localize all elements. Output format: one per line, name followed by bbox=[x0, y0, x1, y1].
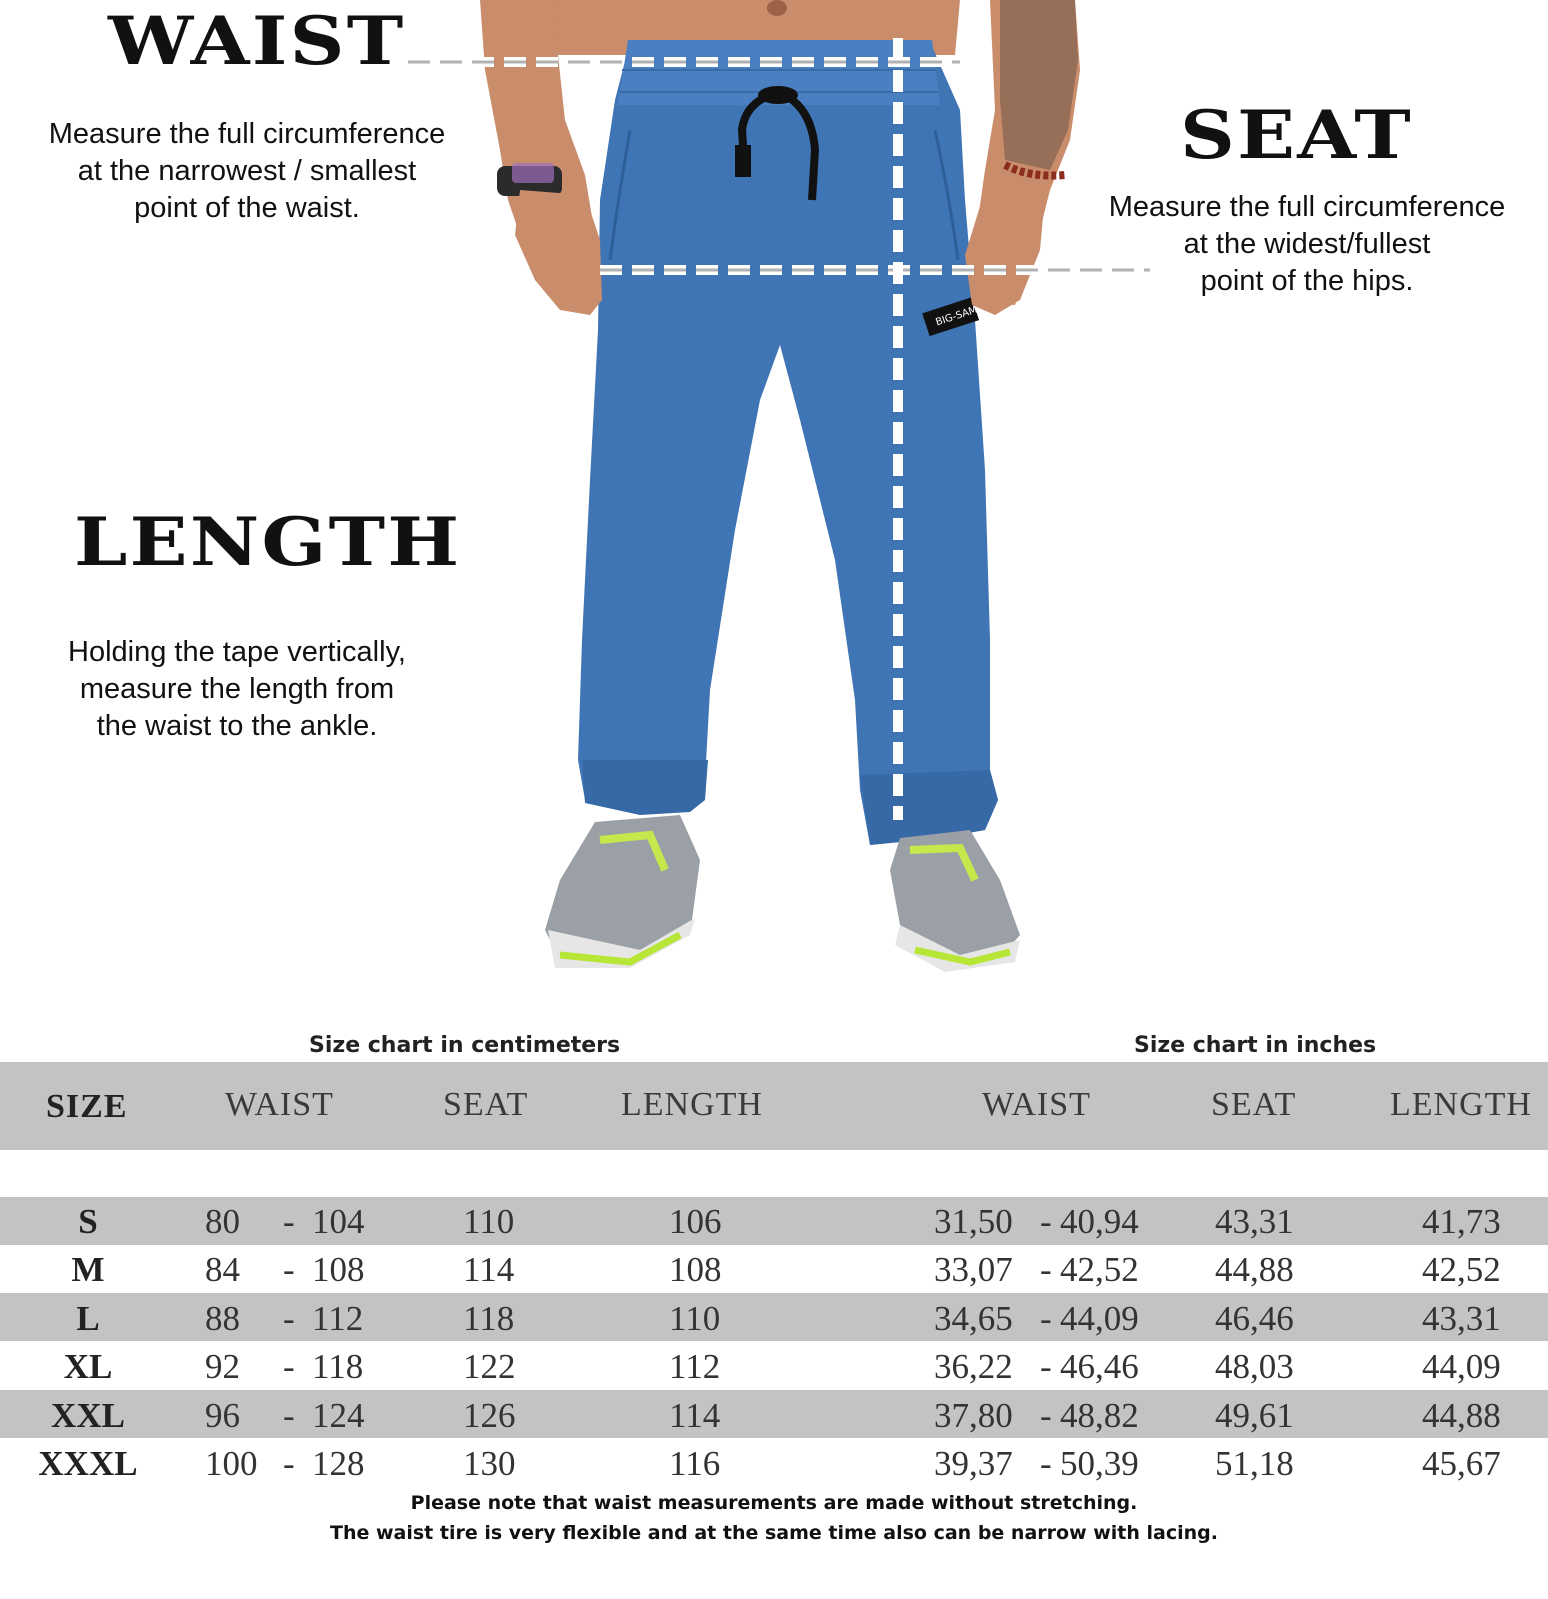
seat-desc-line: Measure the full circumference bbox=[1108, 191, 1506, 223]
cell-cm-seat: 130 bbox=[463, 1444, 516, 1483]
range-dash: - bbox=[283, 1298, 295, 1338]
cell-size: XXXL bbox=[38, 1444, 138, 1483]
cell-cm-waist-min: 92 bbox=[205, 1347, 240, 1387]
cell-cm-waist-max: 104 bbox=[312, 1202, 365, 1241]
cell-cm-seat: 122 bbox=[463, 1347, 516, 1387]
header-in-length: LENGTH bbox=[1390, 1086, 1532, 1123]
waist-heading: WAIST bbox=[108, 2, 406, 80]
range-dash: - bbox=[283, 1347, 295, 1387]
cell-cm-waist-max: 128 bbox=[312, 1444, 365, 1483]
header-in-seat: SEAT bbox=[1211, 1086, 1297, 1123]
seat-heading: SEAT bbox=[1180, 96, 1414, 174]
range-dash: - bbox=[1040, 1298, 1052, 1338]
cell-cm-seat: 126 bbox=[463, 1395, 516, 1435]
cell-cm-seat: 118 bbox=[463, 1298, 515, 1338]
range-dash: - bbox=[1040, 1395, 1052, 1435]
length-desc-line: Holding the tape vertically, bbox=[68, 636, 406, 668]
cell-in-length: 43,31 bbox=[1422, 1298, 1501, 1338]
header-cm-seat: SEAT bbox=[443, 1086, 529, 1123]
cell-size: L bbox=[76, 1298, 100, 1338]
cell-in-waist-max: 40,94 bbox=[1060, 1202, 1139, 1241]
left-hand bbox=[515, 190, 602, 315]
range-dash: - bbox=[283, 1395, 295, 1435]
cell-cm-waist-max: 124 bbox=[312, 1395, 365, 1435]
cell-cm-length: 116 bbox=[669, 1444, 721, 1483]
cell-cm-waist-max: 118 bbox=[312, 1347, 364, 1387]
cell-in-seat: 51,18 bbox=[1215, 1444, 1294, 1483]
range-dash: - bbox=[1040, 1347, 1052, 1387]
cell-cm-waist-min: 100 bbox=[205, 1444, 258, 1483]
cell-cm-length: 108 bbox=[669, 1250, 722, 1290]
right-hand bbox=[965, 190, 1045, 315]
waist-desc-line: at the narrowest / smallest bbox=[77, 155, 417, 187]
cell-cm-waist-min: 80 bbox=[205, 1202, 240, 1241]
seat-description bbox=[1068, 189, 1546, 300]
cell-cm-waist-min: 88 bbox=[205, 1298, 240, 1338]
right-cuff bbox=[860, 770, 998, 845]
cell-in-waist-min: 33,07 bbox=[934, 1250, 1013, 1290]
length-description bbox=[0, 634, 474, 745]
cell-in-waist-max: 48,82 bbox=[1060, 1395, 1139, 1435]
cell-in-length: 42,52 bbox=[1422, 1250, 1501, 1290]
cell-size: S bbox=[78, 1202, 98, 1241]
cell-in-waist-max: 46,46 bbox=[1060, 1347, 1139, 1387]
range-dash: - bbox=[1040, 1202, 1052, 1241]
cell-cm-waist-max: 108 bbox=[312, 1250, 365, 1290]
cell-cm-waist-min: 84 bbox=[205, 1250, 240, 1290]
cell-in-seat: 43,31 bbox=[1215, 1202, 1294, 1241]
cell-size: M bbox=[71, 1250, 105, 1290]
cell-cm-seat: 110 bbox=[463, 1202, 515, 1241]
range-dash: - bbox=[283, 1444, 295, 1483]
cell-in-length: 44,88 bbox=[1422, 1395, 1501, 1435]
note-line-1: Please note that waist measurements are made without stretching. bbox=[410, 1492, 1138, 1514]
cell-cm-length: 110 bbox=[669, 1298, 721, 1338]
cell-in-waist-min: 31,50 bbox=[934, 1202, 1013, 1241]
cell-in-waist-min: 36,22 bbox=[934, 1347, 1013, 1387]
cell-in-waist-min: 39,37 bbox=[934, 1444, 1013, 1483]
cell-in-waist-max: 44,09 bbox=[1060, 1298, 1139, 1338]
cell-size: XXL bbox=[51, 1395, 125, 1435]
waist-desc-line: point of the waist. bbox=[134, 192, 360, 224]
caption-centimeters: Size chart in centimeters bbox=[309, 1033, 621, 1058]
cell-in-length: 45,67 bbox=[1422, 1444, 1501, 1483]
header-in-waist: WAIST bbox=[982, 1086, 1091, 1123]
cell-cm-seat: 114 bbox=[463, 1250, 515, 1290]
caption-inches: Size chart in inches bbox=[1134, 1033, 1377, 1058]
range-dash: - bbox=[1040, 1250, 1052, 1290]
range-dash: - bbox=[283, 1202, 295, 1241]
cell-in-waist-max: 50,39 bbox=[1060, 1444, 1139, 1483]
joggers bbox=[578, 42, 998, 845]
length-desc-line: the waist to the ankle. bbox=[96, 710, 378, 742]
cell-in-waist-max: 42,52 bbox=[1060, 1250, 1139, 1290]
seat-desc-line: at the widest/fullest bbox=[1183, 228, 1431, 260]
length-desc-line: measure the length from bbox=[79, 673, 395, 705]
range-dash: - bbox=[283, 1250, 295, 1290]
navel bbox=[767, 0, 787, 16]
seat-desc-line: point of the hips. bbox=[1200, 265, 1414, 297]
cell-in-seat: 46,46 bbox=[1215, 1298, 1294, 1338]
range-dash: - bbox=[1040, 1444, 1052, 1483]
waist-description bbox=[0, 116, 494, 227]
cell-cm-waist-min: 96 bbox=[205, 1395, 240, 1435]
left-cuff bbox=[582, 760, 708, 815]
cell-in-seat: 48,03 bbox=[1215, 1347, 1294, 1387]
cell-in-seat: 44,88 bbox=[1215, 1250, 1294, 1290]
cell-in-seat: 49,61 bbox=[1215, 1395, 1294, 1435]
cell-cm-length: 114 bbox=[669, 1395, 721, 1435]
cell-cm-length: 106 bbox=[669, 1202, 722, 1241]
length-heading: LENGTH bbox=[74, 503, 462, 581]
cell-in-waist-min: 34,65 bbox=[934, 1298, 1013, 1338]
cell-in-length: 44,09 bbox=[1422, 1347, 1501, 1387]
note-line-2: The waist tire is very flexible and at the same time also can be narrow with lacing. bbox=[330, 1522, 1218, 1544]
cell-in-waist-min: 37,80 bbox=[934, 1395, 1013, 1435]
cell-in-length: 41,73 bbox=[1422, 1202, 1501, 1241]
header-cm-waist: WAIST bbox=[225, 1086, 334, 1123]
brand-tag-label: BIG-SAM bbox=[934, 304, 979, 329]
header-cm-length: LENGTH bbox=[621, 1086, 763, 1123]
cell-cm-length: 112 bbox=[669, 1347, 721, 1387]
header-size: SIZE bbox=[46, 1088, 128, 1125]
cell-size: XL bbox=[63, 1347, 113, 1387]
cell-cm-waist-max: 112 bbox=[312, 1298, 364, 1338]
waist-desc-line: Measure the full circumference bbox=[48, 118, 446, 150]
